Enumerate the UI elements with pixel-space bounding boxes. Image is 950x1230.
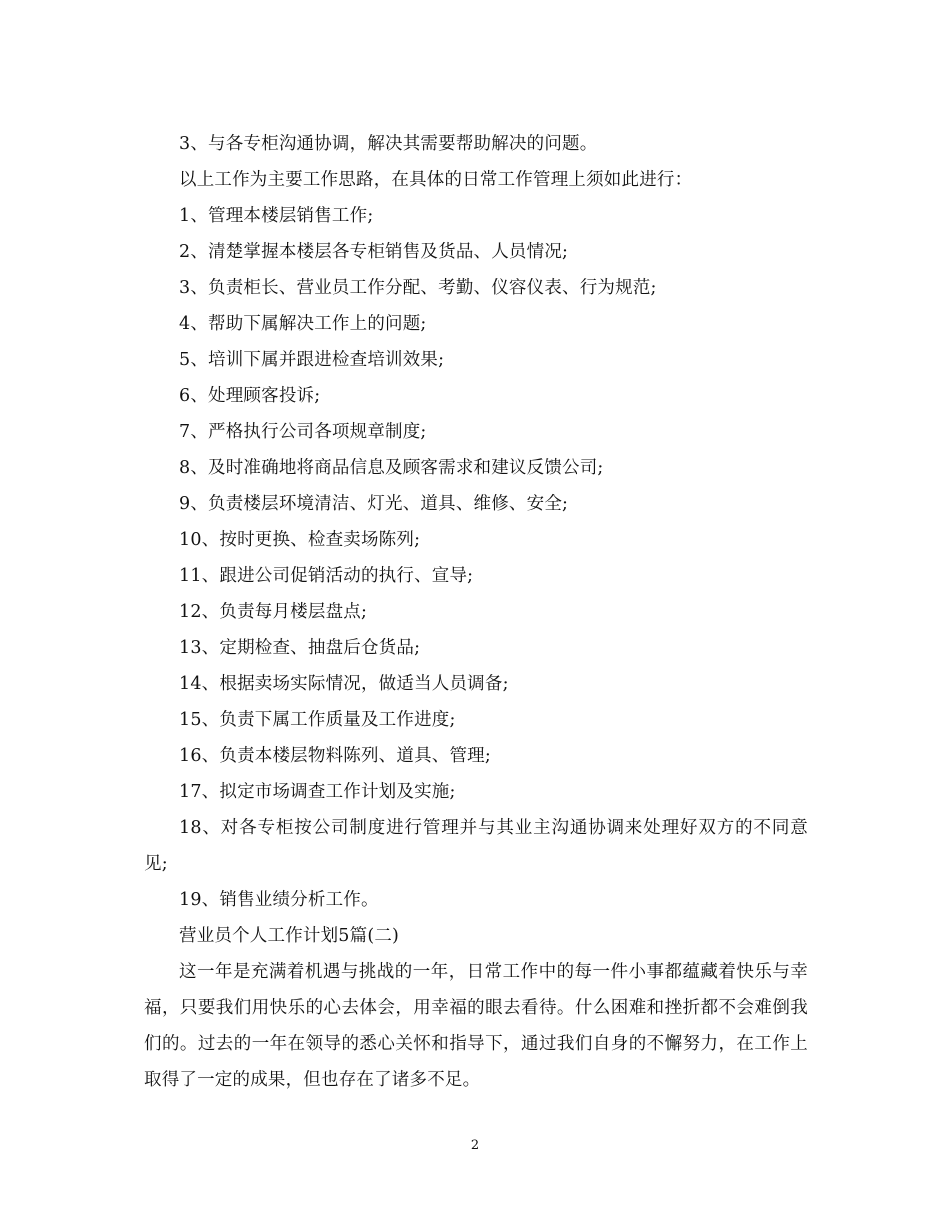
document-body bbox=[144, 126, 808, 1098]
list-item: 7、严格执行公司各项规章制度; bbox=[179, 422, 427, 442]
page-number: 2 bbox=[470, 1138, 480, 1153]
list-item: 11、跟进公司促销活动的执行、宣导; bbox=[179, 566, 474, 586]
list-item: 15、负责下属工作质量及工作进度; bbox=[179, 710, 456, 730]
list-item: 9、负责楼层环境清洁、灯光、道具、维修、安全; bbox=[179, 494, 569, 514]
paragraph-item-3-coordination: 3、与各专柜沟通协调，解决其需要帮助解决的问题。 bbox=[179, 134, 598, 154]
list-item: 10、按时更换、检查卖场陈列; bbox=[179, 530, 421, 550]
list-item: 17、拟定市场调查工作计划及实施; bbox=[179, 782, 456, 802]
list-item: 1、管理本楼层销售工作; bbox=[179, 206, 374, 226]
list-item: 3、负责柜长、营业员工作分配、考勤、仪容仪表、行为规范; bbox=[179, 278, 657, 298]
list-item: 4、帮助下属解决工作上的问题; bbox=[179, 314, 427, 334]
list-item: 8、及时准确地将商品信息及顾客需求和建议反馈公司; bbox=[179, 458, 604, 478]
list-item: 6、处理顾客投诉; bbox=[179, 386, 321, 406]
list-item: 13、定期检查、抽盘后仓货品; bbox=[179, 638, 421, 658]
paragraph-work-approach: 以上工作为主要工作思路，在具体的日常工作管理上须如此进行： bbox=[179, 170, 693, 190]
list-item: 16、负责本楼层物料陈列、道具、管理; bbox=[179, 746, 491, 766]
list-item: 5、培训下属并跟进检查培训效果; bbox=[179, 350, 445, 370]
list-item: 19、销售业绩分析工作。 bbox=[179, 890, 379, 910]
list-item: 18、对各专柜按公司制度进行管理并与其业主沟通协调来处理好双方的不同意见; bbox=[144, 818, 808, 874]
list-item: 12、负责每月楼层盘点; bbox=[179, 602, 368, 622]
list-item: 14、根据卖场实际情况，做适当人员调备; bbox=[179, 674, 509, 694]
body-paragraph: 这一年是充满着机遇与挑战的一年，日常工作中的每一件小事都蕴藏着快乐与幸福，只要我们用快乐的心去体会，用幸福的眼去看待。什么困难和挫折都不会难倒我们的。过去的一年在领导的悉心关怀和指导下，通过我们自身的不懈努力，在工作上取得了一定的成果，但也存在了诸多不足。 bbox=[144, 962, 808, 1090]
list-item: 2、清楚掌握本楼层各专柜销售及货品、人员情况; bbox=[179, 242, 569, 262]
section-heading: 营业员个人工作计划5篇(二) bbox=[179, 926, 400, 946]
